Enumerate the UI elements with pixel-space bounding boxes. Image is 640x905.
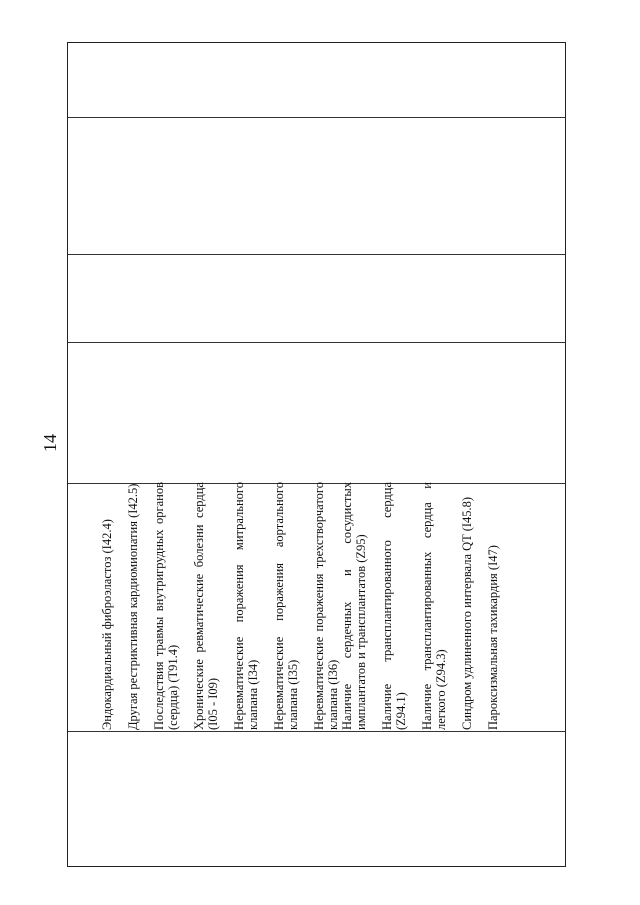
column-divider [68,254,565,255]
diagnosis-item: Пароксизмальная тахикардия (I47) [486,545,500,730]
diagnosis-item: Синдром удлиненного интервала QT (I45.8) [460,496,474,730]
page-number: 14 [40,434,60,452]
diagnosis-cell [100,482,500,730]
diagnosis-item: Неревматические поражения митрального клапана (I34) [232,482,260,730]
column-divider [68,731,565,732]
diagnosis-item: Наличие сердечных и сосудистых имплантатов и трансплантатов (Z95) [340,482,368,730]
table-frame [67,42,566,867]
diagnosis-item: Наличие трансплантированных сердца и легкого (Z94.3) [420,482,448,730]
diagnosis-item: Неревматические поражения трехстворчатого клапана (I36) [312,482,340,730]
diagnosis-item: Последствия травмы внутригрудных органов (сердца) (T91.4) [152,482,180,730]
diagnosis-item: Другая рестриктивная кардиомиопатия (I42.5) [126,483,140,730]
diagnosis-item: Эндокардиальный фиброэластоз (I42.4) [100,519,114,730]
column-divider [68,117,565,118]
diagnosis-item: Наличие трансплантированного сердца (Z94.1) [380,482,408,730]
diagnosis-item: Неревматические поражения аортального клапана (I35) [272,482,300,730]
column-divider [68,342,565,343]
diagnosis-item: Хронические ревматические болезни сердца (I05 - I09) [192,482,220,730]
